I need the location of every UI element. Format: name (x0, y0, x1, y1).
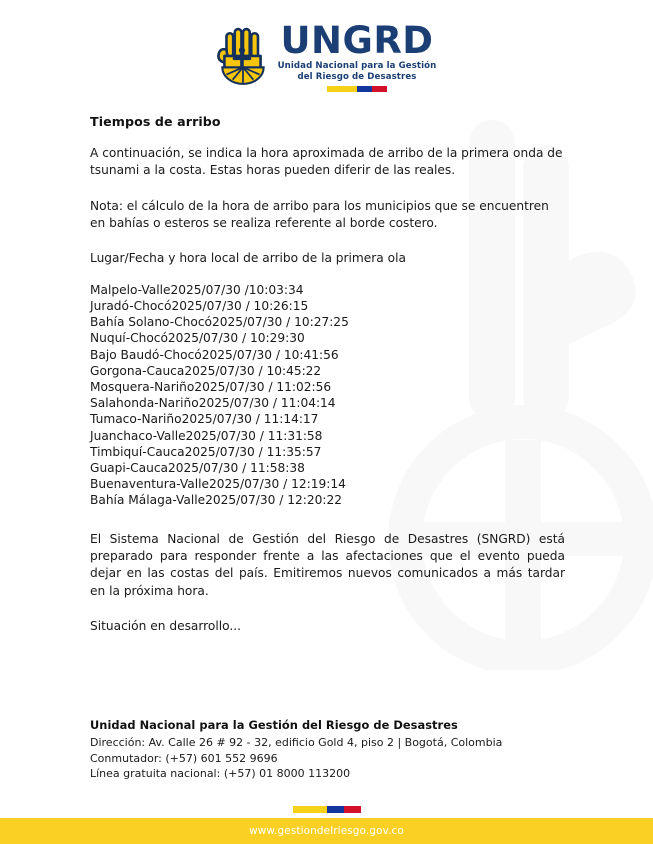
footer-switchboard: Conmutador: (+57) 601 552 9696 (90, 751, 278, 765)
arrival-list-lead-in: Lugar/Fecha y hora local de arribo de la primera ola (90, 251, 406, 266)
logo-subtitle-line2: del Riesgo de Desastres (297, 72, 417, 82)
note-paragraph: Nota: el cálculo de la hora de arribo para los municipios que se encuentren en bahías o esteros se realiza referente al borde costero. (90, 198, 549, 230)
list-item: Buenaventura-Valle2025/07/30 / 12:19:14 (90, 477, 346, 492)
page-title: Tiempos de arribo (90, 114, 221, 129)
footer-flag-divider (0, 806, 653, 813)
flag-stripe-yellow (327, 86, 357, 92)
flag-stripe-blue (327, 806, 344, 813)
flag-stripe-yellow (293, 806, 327, 813)
document-body (0, 100, 653, 635)
logo-wordmark: UNGRD (280, 19, 434, 62)
logo-subtitle-line1: Unidad Nacional para la Gestión (277, 61, 437, 71)
status-line: Situación en desarrollo... (90, 619, 242, 634)
list-item: Gorgona-Cauca2025/07/30 / 10:45:22 (90, 363, 322, 378)
ungrd-logo (217, 19, 437, 92)
list-item: Nuquí-Chocó2025/07/30 / 10:29:30 (90, 331, 305, 346)
footer-toll-free: Línea gratuita nacional: (+57) 01 8000 113200 (90, 767, 351, 781)
footer-address: Dirección: Av. Calle 26 # 92 - 32, edificio Gold 4, piso 2 | Bogotá, Colombia (90, 736, 503, 750)
list-item: Bahía Málaga-Valle2025/07/30 / 12:20:22 (90, 493, 342, 508)
list-item: Salahonda-Nariño2025/07/30 / 11:04:14 (90, 396, 336, 411)
list-item: Mosquera-Nariño2025/07/30 / 11:02:56 (90, 379, 332, 394)
logo-subtitle (278, 61, 437, 83)
intro-paragraph: A continuación, se indica la hora aproximada de arribo de la primera onda de tsunami a la costa. Estas horas pueden diferir de las reales. (90, 146, 563, 178)
flag-stripe-red (344, 806, 361, 813)
footer-organization: Unidad Nacional para la Gestión del Riesgo de Desastres (90, 718, 458, 733)
logo-wordmark-group (277, 19, 437, 92)
list-item: Juradó-Chocó2025/07/30 / 10:26:15 (90, 298, 309, 313)
document-header (0, 0, 653, 100)
footer-website-bar (0, 818, 653, 844)
closing-paragraph: El Sistema Nacional de Gestión del Riesgo de Desastres (SNGRD) está preparado para responder frente a las afectaciones que el evento pueda dejar en las costas del país. Emitiremos nuevos comunicados a más tardar en la próxima hora. (90, 531, 565, 598)
colombia-flag-icon (327, 86, 387, 92)
list-item: Guapi-Cauca2025/07/30 / 11:58:38 (90, 461, 305, 476)
list-item: Tumaco-Nariño2025/07/30 / 11:14:17 (90, 412, 319, 427)
list-item: Juanchaco-Valle2025/07/30 / 11:31:58 (90, 428, 323, 443)
website-url[interactable]: www.gestiondelriesgo.gov.co (249, 825, 404, 837)
flag-stripe-blue (357, 86, 372, 92)
arrival-times-list (90, 282, 565, 509)
list-item: Bajo Baudó-Chocó2025/07/30 / 10:41:56 (90, 347, 339, 362)
footer-contact-block (90, 718, 593, 782)
list-item: Malpelo-Valle2025/07/30 /10:03:34 (90, 282, 304, 297)
list-item: Bahía Solano-Chocó2025/07/30 / 10:27:25 (90, 315, 349, 330)
flag-stripe-red (372, 86, 387, 92)
list-item: Timbiquí-Cauca2025/07/30 / 11:35:57 (90, 444, 322, 459)
colombia-flag-icon-footer (293, 806, 361, 813)
ungrd-hand-icon (217, 26, 269, 88)
